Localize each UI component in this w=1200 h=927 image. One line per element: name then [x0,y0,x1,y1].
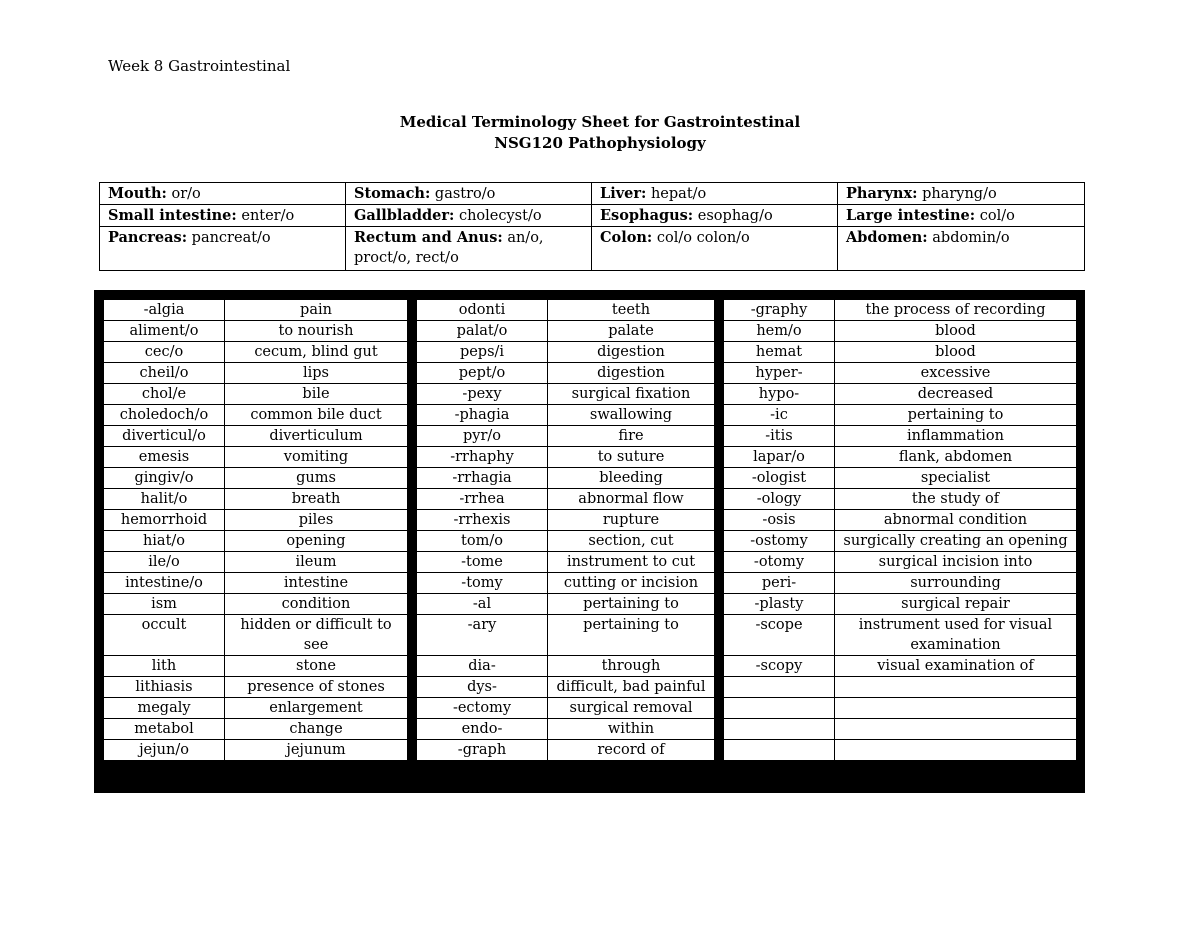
term-cell: lithiasis [104,677,225,698]
meaning-cell: pain [225,300,408,321]
meaning-cell: record of [548,740,715,761]
column-divider [408,342,417,363]
meaning-cell: difficult, bad painful [548,677,715,698]
column-divider [715,677,724,698]
glossary-row [104,656,1077,677]
term-cell: hypo- [724,384,835,405]
meaning-cell: common bile duct [225,405,408,426]
term-cell: -rrhaphy [417,447,548,468]
term-cell: aliment/o [104,321,225,342]
term-cell: cheil/o [104,363,225,384]
column-divider [715,573,724,594]
term-cell: -ologist [724,468,835,489]
glossary-row [104,426,1077,447]
term-cell: halit/o [104,489,225,510]
term-cell [724,677,835,698]
root-cell [346,227,592,271]
root-cell [838,205,1085,227]
term-cell: -graph [417,740,548,761]
organ-label: Pancreas: [108,229,188,246]
term-cell: emesis [104,447,225,468]
column-divider [715,468,724,489]
meaning-cell: section, cut [548,531,715,552]
meaning-cell: vomiting [225,447,408,468]
meaning-cell: digestion [548,363,715,384]
term-cell: -ic [724,405,835,426]
combining-form: cholecyst/o [458,208,542,224]
term-cell: gingiv/o [104,468,225,489]
term-cell: -ostomy [724,531,835,552]
meaning-cell: to nourish [225,321,408,342]
term-cell: diverticul/o [104,426,225,447]
term-cell: tom/o [417,531,548,552]
meaning-cell [835,740,1077,761]
roots-row [100,227,1085,271]
meaning-cell: enlargement [225,698,408,719]
column-divider [408,573,417,594]
glossary-row [104,615,1077,656]
glossary-row [104,321,1077,342]
meaning-cell: the study of [835,489,1077,510]
meaning-cell: abnormal flow [548,489,715,510]
term-cell: -osis [724,510,835,531]
meaning-cell: intestine [225,573,408,594]
column-divider [715,426,724,447]
term-cell: dys- [417,677,548,698]
column-divider [408,468,417,489]
column-divider [715,552,724,573]
column-divider [408,656,417,677]
meaning-cell: swallowing [548,405,715,426]
term-cell: -ology [724,489,835,510]
term-cell: -rrhexis [417,510,548,531]
meaning-cell: gums [225,468,408,489]
combining-form: pancreat/o [191,230,271,246]
column-divider [408,363,417,384]
glossary-row [104,405,1077,426]
meaning-cell: instrument used for visual examination [835,615,1077,656]
glossary-row [104,594,1077,615]
glossary-row [104,740,1077,761]
organ-label: Small intestine: [108,207,237,224]
meaning-cell: condition [225,594,408,615]
term-cell: -scopy [724,656,835,677]
organ-label: Pharynx: [846,185,918,202]
term-cell: endo- [417,719,548,740]
column-divider [715,740,724,761]
combining-form: esophag/o [697,208,773,224]
term-cell: -scope [724,615,835,656]
term-cell: dia- [417,656,548,677]
organ-label: Gallbladder: [354,207,455,224]
term-cell: -phagia [417,405,548,426]
column-divider [715,321,724,342]
term-cell: palat/o [417,321,548,342]
meaning-cell: specialist [835,468,1077,489]
column-divider [408,447,417,468]
term-cell: peri- [724,573,835,594]
column-divider [408,594,417,615]
term-cell [724,740,835,761]
column-divider [715,531,724,552]
column-divider [715,300,724,321]
combining-form: an/o, proct/o, rect/o [354,230,544,266]
meaning-cell: blood [835,321,1077,342]
column-divider [715,510,724,531]
column-divider [408,615,417,656]
organ-label: Liver: [600,185,647,202]
term-cell: hyper- [724,363,835,384]
term-cell: hemat [724,342,835,363]
meaning-cell: cecum, blind gut [225,342,408,363]
roots-row [100,205,1085,227]
meaning-cell: lips [225,363,408,384]
term-cell: -plasty [724,594,835,615]
meaning-cell: breath [225,489,408,510]
column-divider [408,552,417,573]
term-cell: megaly [104,698,225,719]
root-cell [838,227,1085,271]
term-cell: choledoch/o [104,405,225,426]
meaning-cell: fire [548,426,715,447]
root-cell [100,227,346,271]
meaning-cell: excessive [835,363,1077,384]
term-cell: jejun/o [104,740,225,761]
column-divider [408,426,417,447]
glossary-row [104,510,1077,531]
organ-label: Mouth: [108,185,167,202]
glossary-frame [94,290,1085,793]
term-cell: -rrhea [417,489,548,510]
term-cell: pept/o [417,363,548,384]
glossary-row [104,531,1077,552]
column-divider [715,363,724,384]
term-cell: hiat/o [104,531,225,552]
organ-label: Stomach: [354,185,431,202]
meaning-cell: surgical removal [548,698,715,719]
term-cell: ism [104,594,225,615]
term-cell: ile/o [104,552,225,573]
meaning-cell: flank, abdomen [835,447,1077,468]
meaning-cell: ileum [225,552,408,573]
glossary-row [104,489,1077,510]
glossary-row [104,468,1077,489]
column-divider [715,615,724,656]
organ-label: Rectum and Anus: [354,229,503,246]
term-cell: lith [104,656,225,677]
column-divider [715,342,724,363]
term-cell: hem/o [724,321,835,342]
term-cell: metabol [104,719,225,740]
organ-label: Colon: [600,229,653,246]
term-cell: pyr/o [417,426,548,447]
glossary-row [104,719,1077,740]
title-line-2: NSG120 Pathophysiology [494,134,706,152]
organ-label: Esophagus: [600,207,694,224]
glossary-row [104,677,1077,698]
meaning-cell: blood [835,342,1077,363]
meaning-cell: pertaining to [548,615,715,656]
term-cell: intestine/o [104,573,225,594]
term-cell: -ectomy [417,698,548,719]
term-cell: -al [417,594,548,615]
term-cell: occult [104,615,225,656]
meaning-cell: piles [225,510,408,531]
root-cell [592,183,838,205]
meaning-cell: surgical repair [835,594,1077,615]
meaning-cell: within [548,719,715,740]
term-cell: -tome [417,552,548,573]
column-divider [715,447,724,468]
meaning-cell: jejunum [225,740,408,761]
glossary-row [104,300,1077,321]
term-cell: -algia [104,300,225,321]
glossary-row [104,552,1077,573]
term-cell [724,698,835,719]
meaning-cell: abnormal condition [835,510,1077,531]
column-divider [408,531,417,552]
root-cell [100,205,346,227]
glossary-row [104,573,1077,594]
term-cell: -pexy [417,384,548,405]
meaning-cell [835,677,1077,698]
glossary-row [104,363,1077,384]
root-cell [592,205,838,227]
column-divider [408,510,417,531]
meaning-cell: digestion [548,342,715,363]
term-cell: -graphy [724,300,835,321]
meaning-cell: surrounding [835,573,1077,594]
meaning-cell [835,719,1077,740]
column-divider [408,321,417,342]
meaning-cell: visual examination of [835,656,1077,677]
document-header: Week 8 Gastrointestinal [108,57,291,75]
meaning-cell: surgical fixation [548,384,715,405]
column-divider [408,300,417,321]
meaning-cell: inflammation [835,426,1077,447]
meaning-cell: pertaining to [835,405,1077,426]
combining-form: abdomin/o [932,230,1010,246]
column-divider [408,698,417,719]
meaning-cell: through [548,656,715,677]
meaning-cell: to suture [548,447,715,468]
meaning-cell: hidden or difficult to see [225,615,408,656]
column-divider [408,740,417,761]
glossary-row [104,384,1077,405]
meaning-cell: change [225,719,408,740]
root-cell [100,183,346,205]
combining-form: col/o colon/o [656,230,750,246]
meaning-cell: the process of recording [835,300,1077,321]
combining-form: gastro/o [434,186,496,202]
column-divider [715,719,724,740]
combining-form: enter/o [241,208,295,224]
meaning-cell: bile [225,384,408,405]
term-cell: peps/i [417,342,548,363]
root-cell [346,183,592,205]
document-title [0,112,1200,154]
column-divider [715,489,724,510]
root-cell [346,205,592,227]
organ-label: Abdomen: [846,229,928,246]
meaning-cell: stone [225,656,408,677]
meaning-cell: palate [548,321,715,342]
combining-form: pharyng/o [922,186,997,202]
meaning-cell: pertaining to [548,594,715,615]
column-divider [715,698,724,719]
organ-label: Large intestine: [846,207,976,224]
meaning-cell: instrument to cut [548,552,715,573]
meaning-cell: decreased [835,384,1077,405]
glossary-row [104,698,1077,719]
combining-form: hepat/o [650,186,707,202]
term-cell: cec/o [104,342,225,363]
term-cell: -tomy [417,573,548,594]
column-divider [408,677,417,698]
meaning-cell: cutting or incision [548,573,715,594]
meaning-cell: diverticulum [225,426,408,447]
meaning-cell: surgical incision into [835,552,1077,573]
column-divider [408,719,417,740]
column-divider [715,594,724,615]
meaning-cell: rupture [548,510,715,531]
term-cell: hemorrhoid [104,510,225,531]
combining-form: col/o [979,208,1015,224]
column-divider [715,656,724,677]
glossary-row [104,447,1077,468]
column-divider [408,384,417,405]
title-line-1: Medical Terminology Sheet for Gastrointestinal [399,113,801,131]
combining-form: or/o [171,186,201,202]
term-cell [724,719,835,740]
column-divider [408,489,417,510]
term-cell: -ary [417,615,548,656]
term-cell: -itis [724,426,835,447]
root-cell [592,227,838,271]
meaning-cell: teeth [548,300,715,321]
roots-row [100,183,1085,205]
glossary-row [104,342,1077,363]
term-cell: -otomy [724,552,835,573]
meaning-cell [835,698,1077,719]
column-divider [715,384,724,405]
column-divider [715,405,724,426]
term-cell: odonti [417,300,548,321]
meaning-cell: presence of stones [225,677,408,698]
term-cell: lapar/o [724,447,835,468]
meaning-cell: opening [225,531,408,552]
meaning-cell: bleeding [548,468,715,489]
term-cell: -rrhagia [417,468,548,489]
meaning-cell: surgically creating an opening [835,531,1077,552]
column-divider [408,405,417,426]
term-cell: chol/e [104,384,225,405]
organ-roots-table [99,182,1085,271]
root-cell [838,183,1085,205]
glossary-table [103,299,1077,761]
